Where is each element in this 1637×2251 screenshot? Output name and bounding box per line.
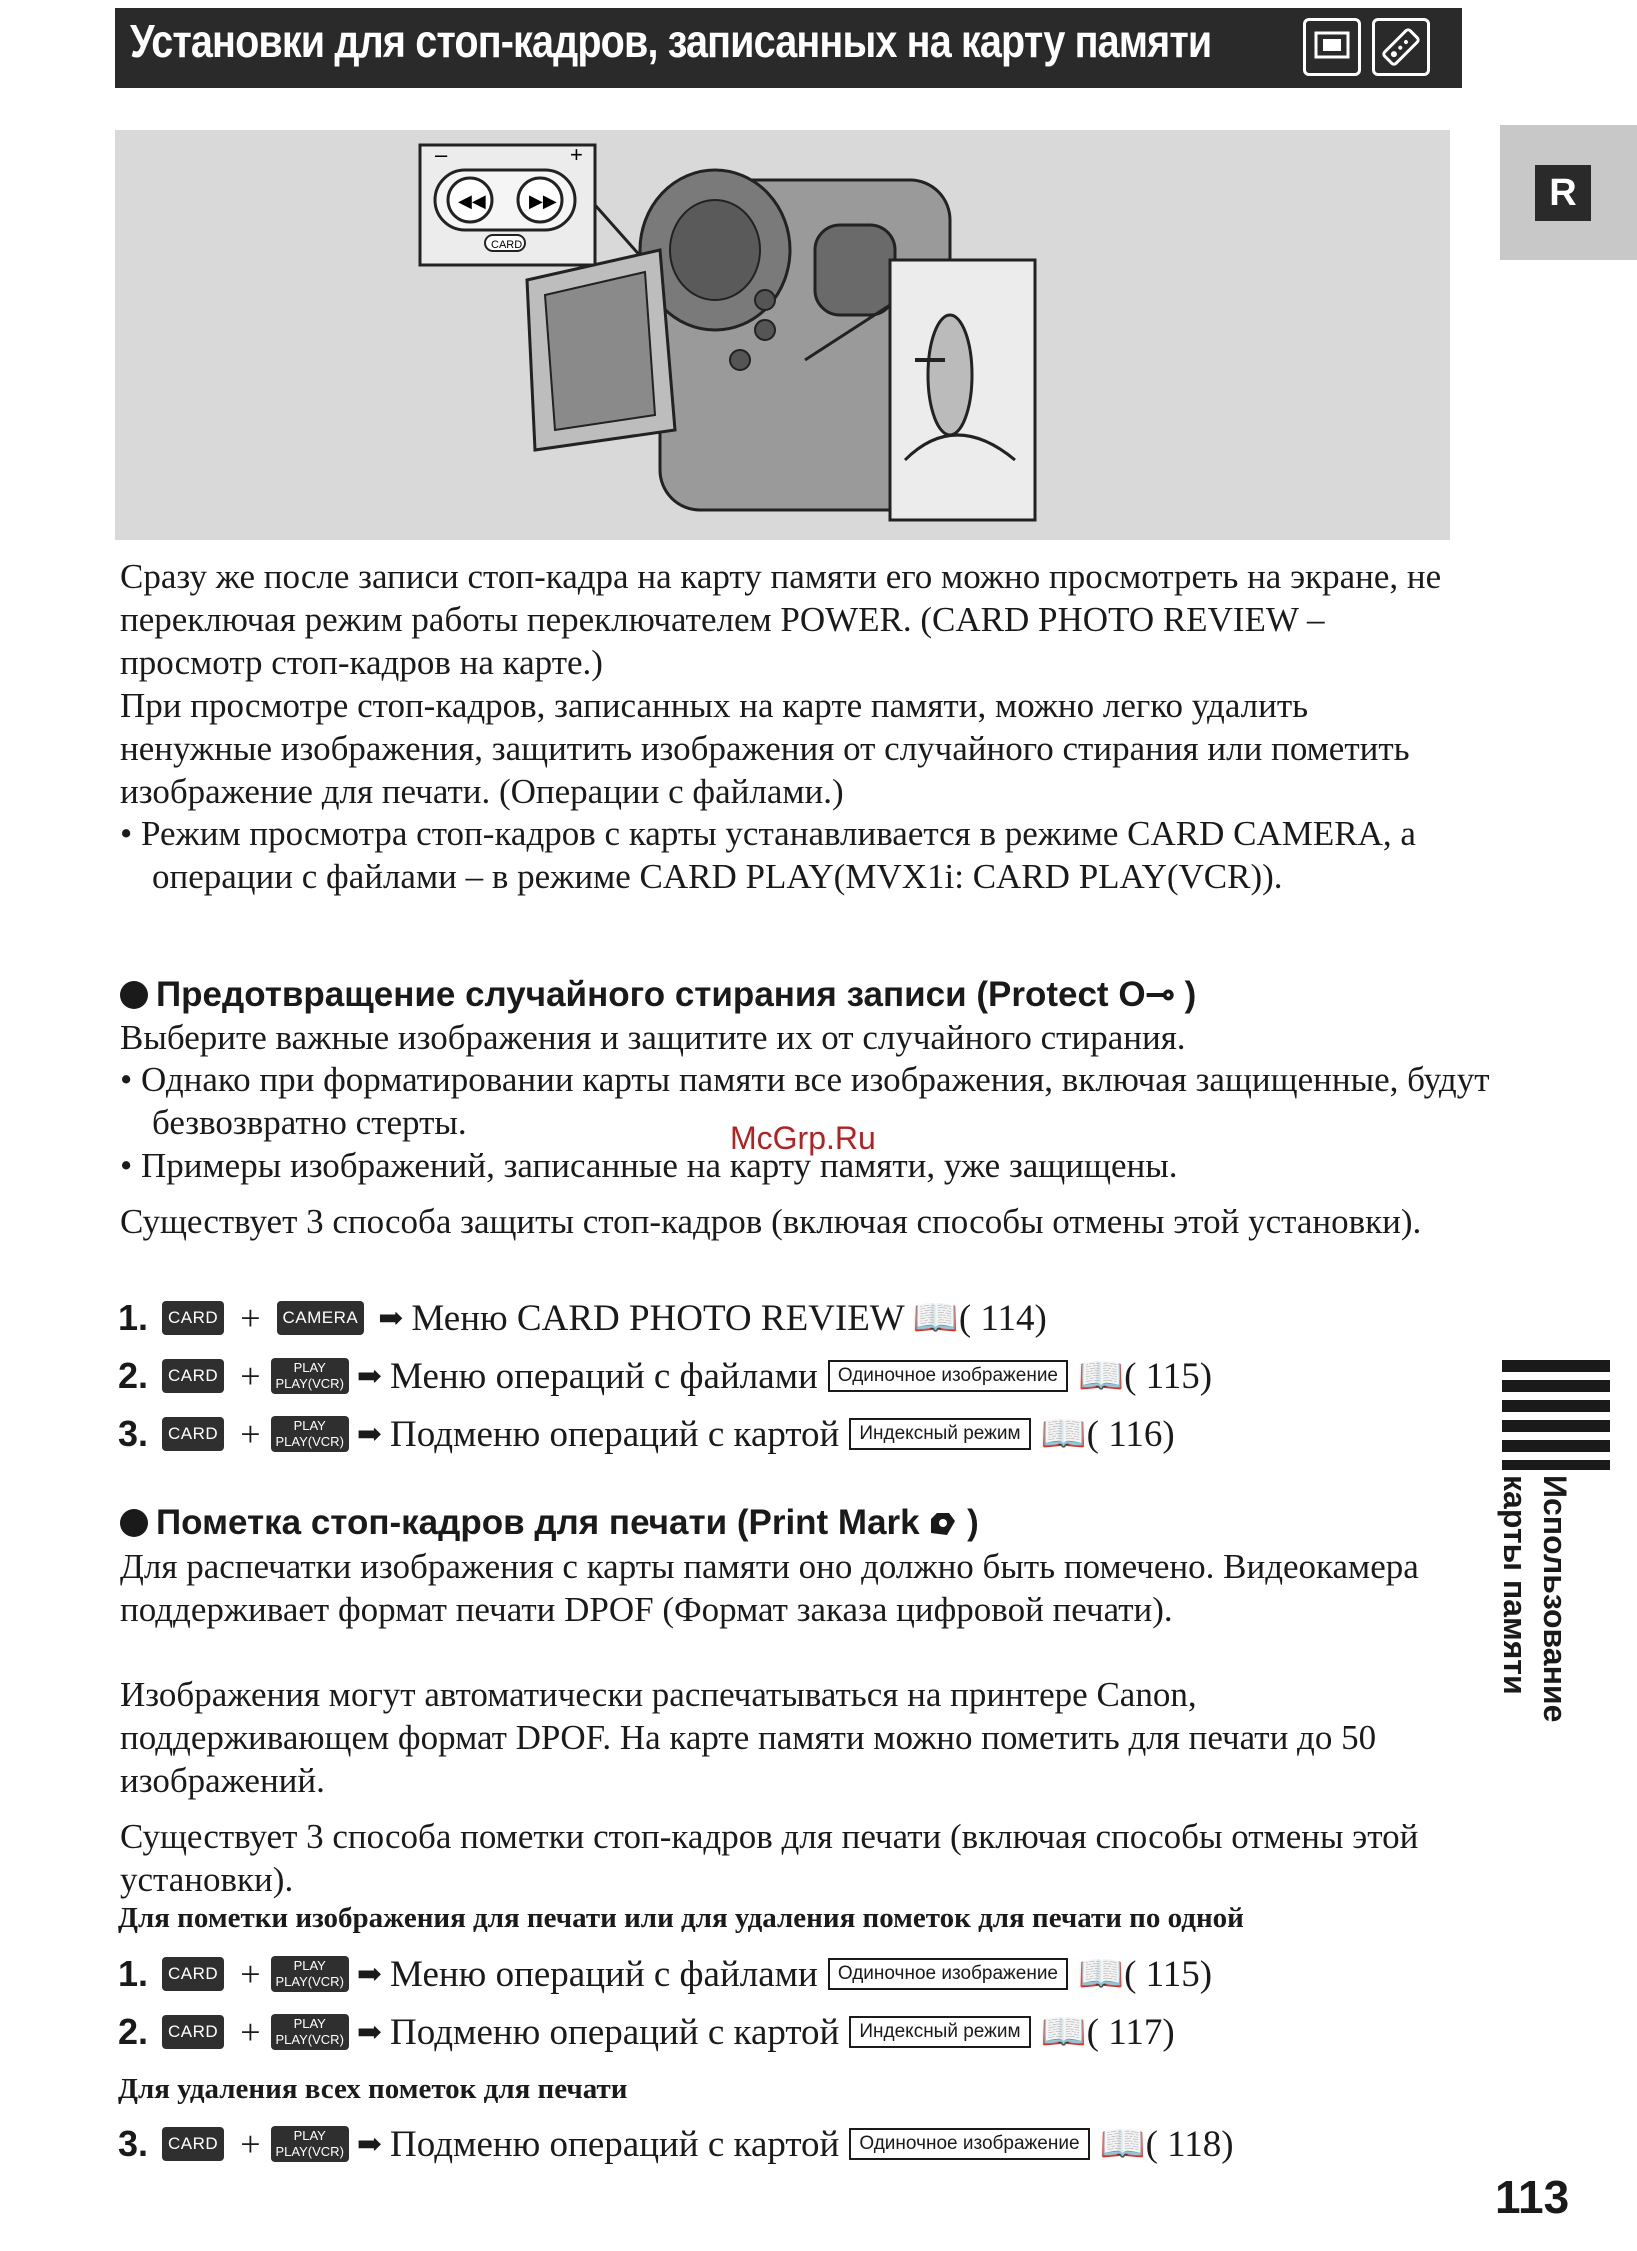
book-icon: 📖 bbox=[1040, 2011, 1087, 2053]
protect-key-icon: O⊸ bbox=[1118, 975, 1175, 1014]
card-button-icon: CARD bbox=[162, 2127, 224, 2161]
print-mark-icon bbox=[929, 1503, 967, 1542]
page-ref: 📖( 116) bbox=[1040, 1413, 1175, 1455]
protect-heading-text: Предотвращение случайного стирания записи (Protect bbox=[156, 975, 1109, 1014]
print-subheading-1: Для пометки изображения для печати или для удаления пометок для печати по одной bbox=[118, 1902, 1244, 1934]
intro-paragraph-1: Сразу же после записи стоп-кадра на карту памяти его можно просмотреть на экране, не переключая режим работы переключателем POWER. (CARD PHOTO REVIEW – просмотр стоп-кадров на карте.) bbox=[120, 557, 1442, 682]
screen-label: Индексный режим bbox=[849, 2016, 1030, 2048]
card-button-icon: CARD bbox=[162, 1301, 224, 1335]
step-number: 1. bbox=[118, 1297, 149, 1338]
step-text: Меню операций с файлами bbox=[390, 1355, 818, 1397]
arrow-right-icon: ➡ bbox=[356, 1417, 383, 1451]
book-icon: 📖 bbox=[912, 1297, 959, 1339]
step-text: Меню операций с файлами bbox=[390, 1953, 818, 1995]
step-text: Подменю операций с картой bbox=[390, 2011, 840, 2053]
protect-bullet-1: • Однако при форматировании карты памяти все изображения, включая защищенные, будут безвозвратно стерты. bbox=[120, 1060, 1490, 1142]
page-ref: 📖( 117) bbox=[1040, 2011, 1175, 2053]
book-icon: 📖 bbox=[1040, 1413, 1087, 1455]
book-icon: 📖 bbox=[1078, 1953, 1125, 1995]
play-button-icon: PLAY PLAY(VCR) bbox=[271, 1358, 349, 1394]
step-text: Подменю операций с картой bbox=[390, 1413, 840, 1455]
print-methods: Существует 3 способа пометки стоп-кадров для печати (включая способы отмены этой установки). bbox=[120, 1817, 1419, 1899]
print-heading bbox=[120, 1503, 979, 1543]
protect-heading-close: ) bbox=[1184, 975, 1197, 1014]
play-button-icon: PLAY PLAY(VCR) bbox=[271, 2126, 349, 2162]
step-text: Подменю операций с картой bbox=[390, 2123, 840, 2165]
plus-sign: + bbox=[240, 2124, 261, 2164]
section-label-line1: Использование bbox=[1537, 1475, 1573, 1723]
section-label-line2: карты памяти bbox=[1497, 1475, 1533, 1695]
protect-heading bbox=[120, 975, 1196, 1015]
print-paragraph-1: Для распечатки изображения с карты памяти оно должно быть помечено. Видеокамера поддерживает формат печати DPOF (Формат заказа цифровой печати). bbox=[120, 1547, 1419, 1629]
camcorder-illustration bbox=[115, 130, 1450, 540]
print-step-3 bbox=[118, 2118, 1234, 2170]
card-button-icon: CARD bbox=[162, 1417, 224, 1451]
arrow-right-icon: ➡ bbox=[378, 1301, 404, 1335]
card-label: CARD bbox=[491, 239, 523, 251]
page-title: Установки для стоп-кадров, записанных на карту памяти bbox=[130, 15, 1212, 67]
page-ref: 📖( 115) bbox=[1078, 1355, 1213, 1397]
bullet-dot bbox=[120, 1509, 148, 1537]
svg-text:▶▶: ▶▶ bbox=[529, 191, 557, 211]
plus-sign: + bbox=[240, 1356, 261, 1396]
protect-lead: Выберите важные изображения и защитите их от случайного стирания. bbox=[120, 1018, 1186, 1057]
screen-label: Одиночное изображение bbox=[828, 1958, 1068, 1990]
card-button-icon: CARD bbox=[162, 2015, 224, 2049]
protect-step-1 bbox=[118, 1292, 1047, 1344]
step-number: 3. bbox=[118, 1413, 149, 1454]
arrow-right-icon: ➡ bbox=[356, 1359, 383, 1393]
play-button-icon: PLAY PLAY(VCR) bbox=[271, 1416, 349, 1452]
page-number: 113 bbox=[1495, 2171, 1570, 2223]
step-number: 1. bbox=[118, 1953, 149, 1994]
page-ref: 📖( 115) bbox=[1078, 1953, 1213, 1995]
protect-step-3 bbox=[118, 1408, 1175, 1460]
page-ref: 📖( 114) bbox=[912, 1297, 1047, 1339]
plus-sign: + bbox=[240, 1414, 261, 1454]
plus-sign: + bbox=[240, 2012, 261, 2052]
bullet-dot bbox=[120, 981, 148, 1009]
plus-label: + bbox=[570, 142, 583, 167]
step-number: 2. bbox=[118, 1355, 149, 1396]
screen-label: Одиночное изображение bbox=[828, 1360, 1068, 1392]
plus-sign: + bbox=[240, 1298, 261, 1338]
watermark: McGrp.Ru bbox=[730, 1120, 876, 1156]
protect-bullet-2: • Примеры изображений, записанные на карту памяти, уже защищены. bbox=[120, 1146, 1178, 1185]
print-heading-text: Пометка стоп-кадров для печати (Print Mark bbox=[156, 1503, 920, 1542]
card-camera-icon bbox=[1303, 18, 1361, 76]
print-step-1 bbox=[118, 1948, 1212, 2000]
play-button-icon: PLAY PLAY(VCR) bbox=[271, 1956, 349, 1992]
intro-paragraph-2: При просмотре стоп-кадров, записанных на карте памяти, можно легко удалить ненужные изображения, защитить изображения от случайного стирания или пометить изображение для печати. (Операции с файлами.) bbox=[120, 686, 1410, 811]
screen-label: Индексный режим bbox=[849, 1418, 1030, 1450]
camera-button-icon: CAMERA bbox=[277, 1301, 365, 1335]
protect-step-2 bbox=[118, 1350, 1212, 1402]
step-number: 2. bbox=[118, 2011, 149, 2052]
book-icon: 📖 bbox=[1099, 2123, 1146, 2165]
play-button-icon: PLAY PLAY(VCR) bbox=[271, 2014, 349, 2050]
arrow-right-icon: ➡ bbox=[356, 2015, 383, 2049]
print-step-2 bbox=[118, 2006, 1175, 2058]
svg-text:◀◀: ◀◀ bbox=[458, 191, 486, 211]
protect-methods: Существует 3 способа защиты стоп-кадров (включая способы отмены этой установки). bbox=[120, 1202, 1422, 1241]
arrow-right-icon: ➡ bbox=[356, 1957, 383, 1991]
step-text: Меню CARD PHOTO REVIEW bbox=[411, 1297, 905, 1339]
book-icon: 📖 bbox=[1078, 1355, 1125, 1397]
print-subheading-2: Для удаления всех пометок для печати bbox=[118, 2073, 628, 2105]
print-heading-close: ) bbox=[967, 1503, 979, 1542]
print-paragraph-2: Изображения могут автоматически распечатываться на принтере Canon, поддерживающем формат DPOF. На карте памяти можно пометить для печати до 50 изображений. bbox=[120, 1675, 1377, 1800]
card-button-icon: CARD bbox=[162, 1359, 224, 1393]
card-button-icon: CARD bbox=[162, 1957, 224, 1991]
intro-bullet-1: • Режим просмотра стоп-кадров с карты устанавливается в режиме CARD CAMERA, а операции с файлами – в режиме CARD PLAY(MVX1i: CARD PLAY(VCR)). bbox=[120, 814, 1416, 896]
section-label bbox=[1478, 1475, 1578, 1775]
plus-sign: + bbox=[240, 1954, 261, 1994]
page-ref: 📖( 118) bbox=[1099, 2123, 1234, 2165]
section-letter: R bbox=[1535, 165, 1591, 221]
screen-label: Одиночное изображение bbox=[849, 2128, 1089, 2160]
remote-control-icon bbox=[1372, 18, 1430, 76]
minus-label: – bbox=[435, 142, 448, 167]
arrow-right-icon: ➡ bbox=[356, 2127, 383, 2161]
section-stripes bbox=[1502, 1360, 1610, 1470]
step-number: 3. bbox=[118, 2123, 149, 2164]
